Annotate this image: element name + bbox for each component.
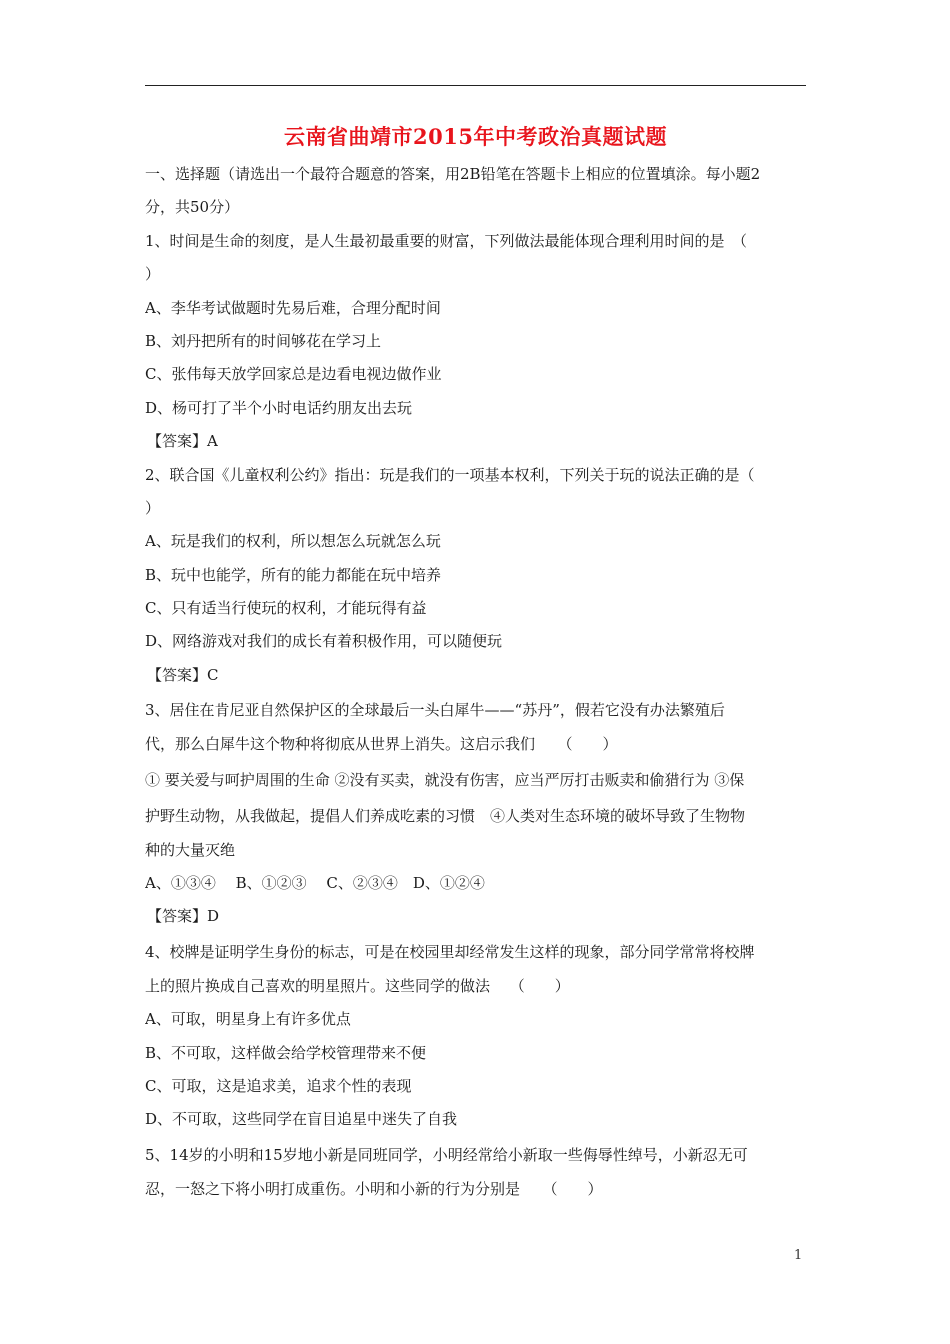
option-d: D、杨可打了半个小时电话约朋友出去玩 (145, 398, 413, 417)
document-body (145, 158, 809, 1206)
question-3: 3、居住在肯尼亚自然保护区的全球最后一头白犀牛——“苏丹”，假若它没有办法繁殖后 (145, 701, 725, 720)
option-a: A、可取，明星身上有许多优点 (145, 1010, 351, 1029)
option-c: C、只有适当行使玩的权利，才能玩得有益 (145, 599, 427, 618)
text-line: ） (145, 265, 161, 284)
text-line: ） (145, 498, 161, 517)
text-line: ① 要关爱与呵护周围的生命 ②没有买卖，就没有伤害，应当严厉打击贩卖和偷猎行为 ③保 (145, 770, 745, 789)
text-line: 一、选择题（请选出一个最符合题意的答案，用2B铅笔在答题卡上相应的位置填涂。每小题2 (145, 165, 761, 183)
option-b: B、玩中也能学，所有的能力都能在玩中培养 (145, 565, 442, 584)
option-c: C、可取，这是追求美，追求个性的表现 (145, 1076, 412, 1095)
document-title: 云南省曲靖市2015年中考政治真题试题 (284, 124, 667, 149)
option-d: D、不可取，这些同学在盲目追星中迷失了自我 (145, 1110, 458, 1129)
answer-2: 【答案】C (147, 665, 219, 684)
options-row: A、①③④ B、①②③ C、②③④ D、①②④ (145, 874, 485, 893)
text-line: 种的大量灭绝 (145, 840, 236, 859)
option-b: B、不可取，这样做会给学校管理带来不便 (145, 1043, 427, 1062)
option-b: B、刘丹把所有的时间够花在学习上 (145, 331, 382, 350)
question-1: 1、时间是生命的刻度，是人生最初最重要的财富，下列做法最能体现合理利用时间的是 （ (145, 231, 748, 250)
text-line: 护野生动物，从我做起，提倡人们养成吃素的习惯 ④人类对生态环境的破坏导致了生物物 (145, 806, 746, 825)
question-5: 5、14岁的小明和15岁地小新是同班同学，小明经常给小新取一些侮辱性绰号，小新忍无可 (145, 1145, 748, 1164)
text-line: 上的照片换成自己喜欢的明星照片。这些同学的做法 （ ） (145, 976, 570, 995)
header-rule (145, 85, 806, 86)
option-a: A、玩是我们的权利，所以想怎么玩就怎么玩 (145, 532, 441, 551)
question-4: 4、校牌是证明学生身份的标志，可是在校园里却经常发生这样的现象，部分同学常常将校牌 (145, 942, 755, 961)
option-d: D、网络游戏对我们的成长有着积极作用，可以随便玩 (145, 632, 503, 651)
option-c: C、张伟每天放学回家总是边看电视边做作业 (145, 365, 442, 384)
text-line: 分，共50分） (145, 198, 240, 217)
question-2: 2、联合国《儿童权利公约》指出：玩是我们的一项基本权利，下列关于玩的说法正确的是（ (145, 465, 755, 484)
text-line: 代，那么白犀牛这个物种将彻底从世界上消失。这启示我们 （ ） (145, 735, 618, 754)
answer-1: 【答案】A (147, 432, 218, 451)
text-line: 忍，一怒之下将小明打成重伤。小明和小新的行为分别是 （ ） (145, 1179, 603, 1198)
option-a: A、李华考试做题时先易后难，合理分配时间 (145, 298, 441, 317)
page-number: 1 (794, 1248, 803, 1263)
answer-3: 【答案】D (147, 907, 220, 926)
